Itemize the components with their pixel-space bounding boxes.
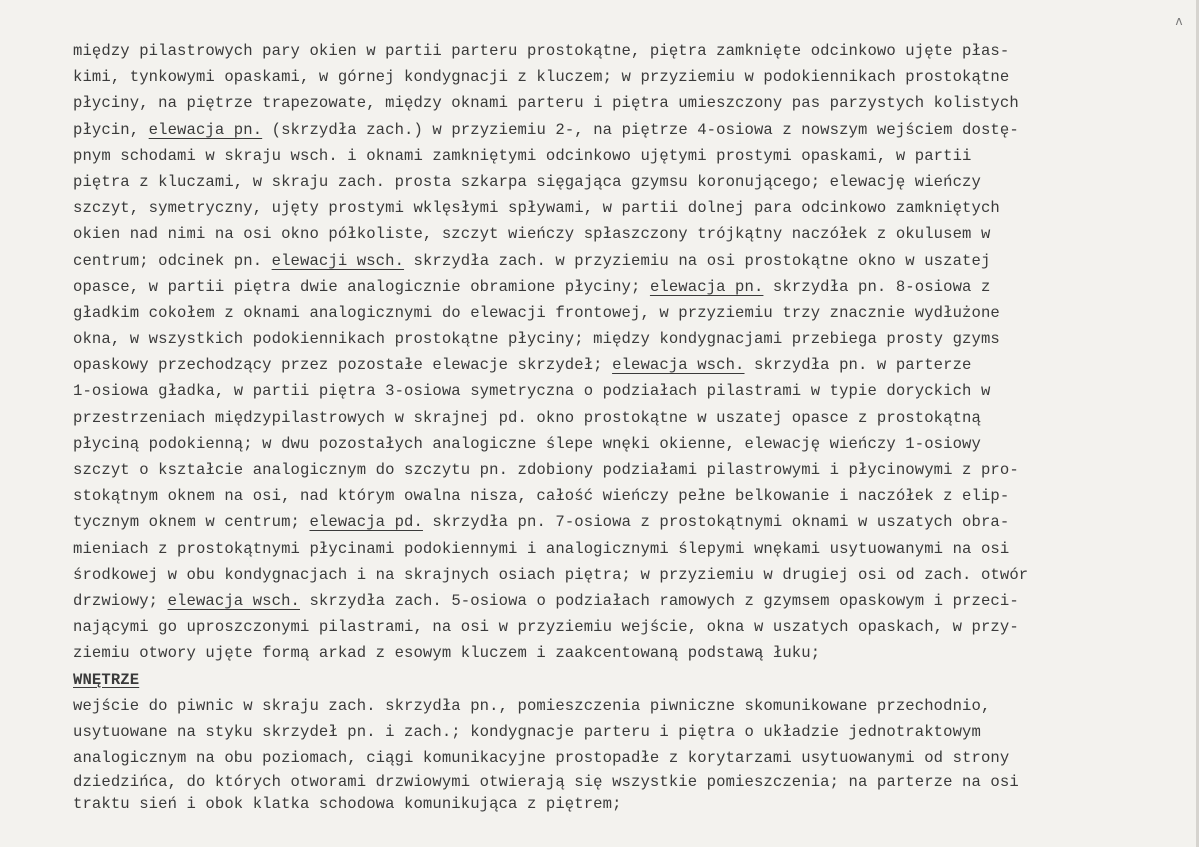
- text-line: [73, 614, 1113, 640]
- text-segment: opaskowy przechodzący przez pozostałe elewacje skrzydeł;: [73, 356, 613, 375]
- text-segment: środkowej w obu kondygnacjach i na skrajnych osiach piętra; w przyziemiu w drugiej osi od zach. otwór: [73, 565, 1029, 584]
- text-line: [73, 90, 1113, 116]
- section-heading: WNĘTRZE: [73, 670, 140, 689]
- text-segment: centrum; odcinek pn.: [73, 251, 272, 270]
- underlined-term: elewacja pn.: [148, 120, 263, 139]
- text-line: [73, 405, 1113, 431]
- text-line: [73, 326, 1113, 352]
- text-segment: okna, w wszystkich podokiennikach prostokątne płyciny; między kondygnacjami przebiega prosty gzyms: [73, 330, 1000, 349]
- text-line: [73, 195, 1113, 221]
- text-segment: skrzydła zach. w przyziemiu na osi prostokątne okno w uszatej: [404, 251, 991, 270]
- text-segment: płycin,: [73, 120, 149, 139]
- text-segment: pnym schodami w skraju wsch. i oknami zamkniętymi odcinkowo ujętymi prostymi opaskami, w partii: [73, 146, 972, 165]
- text-segment: przestrzeniach międzypilastrowych w skrajnej pd. okno prostokątne w uszatej opasce z prostokątną: [73, 408, 981, 427]
- text-segment: 1-osiowa gładka, w partii piętra 3-osiowa symetryczna o podziałach pilastrami w typie doryckich w: [73, 382, 991, 401]
- text-line: [73, 457, 1113, 483]
- text-segment: między pilastrowych pary okien w partii parteru prostokątne, piętra zamknięte odcinkowo ujęte płas-: [73, 42, 1010, 60]
- text-segment: szczyt o kształcie analogicznym do szczytu pn. zdobiony podziałami pilastrowymi i płycinowymi z pro-: [73, 461, 1019, 479]
- text-line: [73, 274, 1113, 300]
- text-line: [73, 483, 1113, 509]
- text-segment: opasce, w partii piętra dwie analogicznie obramione płyciny;: [73, 277, 650, 296]
- text-line: [73, 640, 1113, 666]
- text-line: [73, 38, 1113, 64]
- text-segment: skrzydła pn. w parterze: [744, 356, 972, 375]
- text-segment: nającymi go uproszczonymi pilastrami, na osi w przyziemiu wejście, okna w uszatych opaskach, w przy-: [73, 618, 1019, 637]
- text-segment: stokątnym oknem na osi, nad którym owalna nisza, całość wieńczy pełne belkowanie i naczółek z elip-: [73, 487, 1010, 506]
- text-segment: skrzydła pn. 8-osiowa z: [763, 277, 991, 296]
- underlined-term: elewacja pn.: [649, 277, 764, 296]
- text-segment: okien nad nimi na osi okno półkoliste, szczyt wieńczy spłaszczony trójkątny naczółek z okulusem w: [73, 225, 991, 244]
- text-line: [73, 431, 1113, 457]
- text-line: [73, 300, 1113, 326]
- text-segment: ziemiu otwory ujęte formą arkad z esowym kluczem i zaakcentowaną podstawą łuku;: [73, 644, 821, 663]
- document-text: [73, 38, 1113, 815]
- text-line: [73, 221, 1113, 247]
- text-line: [73, 536, 1113, 562]
- text-line: analogicznym na obu poziomach, ciągi komunikacyjne prostopadłe z korytarzami usytuowanymi od strony: [73, 749, 1010, 768]
- text-line: wejście do piwnic w skraju zach. skrzydła pn., pomieszczenia piwniczne skomunikowane przechodnio,: [73, 696, 991, 715]
- text-segment: gładkim cokołem z oknami analogicznymi do elewacji frontowej, w przyziemiu trzy znacznie wydłużone: [73, 303, 1000, 322]
- text-line: [73, 352, 1113, 378]
- text-segment: kimi, tynkowymi opaskami, w górnej kondygnacji z kluczem; w przyziemiu w podokiennikach prostokątne: [73, 68, 1010, 87]
- text-segment: (skrzydła zach.) w przyziemiu 2-, na piętrze 4-osiowa z nowszym wejściem dostę-: [262, 120, 1019, 139]
- text-line: [73, 588, 1113, 614]
- text-line: [73, 117, 1113, 143]
- underlined-term: elewacja wsch.: [167, 591, 300, 610]
- text-segment: skrzydła zach. 5-osiowa o podziałach ramowych z gzymsem opaskowym i przeci-: [300, 591, 1019, 610]
- text-line: [73, 378, 1113, 404]
- text-segment: tycznym oknem w centrum;: [73, 513, 310, 532]
- underlined-term: elewacja pd.: [309, 513, 423, 532]
- text-segment: szczyt, symetryczny, ujęty prostymi wklęsłymi spływami, w partii dolnej para odcinkowo zamkniętych: [73, 199, 1000, 218]
- text-line: [73, 143, 1113, 169]
- text-segment: płyciny, na piętrze trapezowate, między oknami parteru i piętra umieszczony pas parzystych kolistych: [73, 94, 1019, 113]
- text-line: [73, 509, 1113, 535]
- underlined-term: elewacja wsch.: [612, 356, 745, 375]
- text-segment: skrzydła pn. 7-osiowa z prostokątnymi oknami w uszatych obra-: [422, 513, 1010, 532]
- text-line: traktu sień i obok klatka schodowa komunikująca z piętrem;: [73, 795, 622, 814]
- text-segment: piętra z kluczami, w skraju zach. prosta szkarpa sięgająca gzymsu koronującego; elewację wieńczy: [73, 172, 981, 191]
- corner-mark: ʌ: [1175, 14, 1183, 28]
- text-line: [73, 562, 1113, 588]
- text-segment: płyciną podokienną; w dwu pozostałych analogiczne ślepe wnęki okienne, elewację wieńczy 1-osiowy: [73, 434, 981, 453]
- text-line: [73, 248, 1113, 274]
- text-line: [73, 169, 1113, 195]
- text-segment: mieniach z prostokątnymi płycinami podokiennymi i analogicznymi ślepymi wnękami usytuowanymi na osi: [73, 539, 1010, 558]
- underlined-term: elewacji wsch.: [271, 251, 405, 270]
- text-segment: drzwiowy;: [73, 591, 168, 610]
- text-line: usytuowane na styku skrzydeł pn. i zach.; kondygnacje parteru i piętra o układzie jednotraktowym: [73, 722, 981, 741]
- text-line: [73, 64, 1113, 90]
- text-line: dziedzińca, do których otworami drzwiowymi otwierają się wszystkie pomieszczenia; na parterze na osi: [73, 773, 1019, 792]
